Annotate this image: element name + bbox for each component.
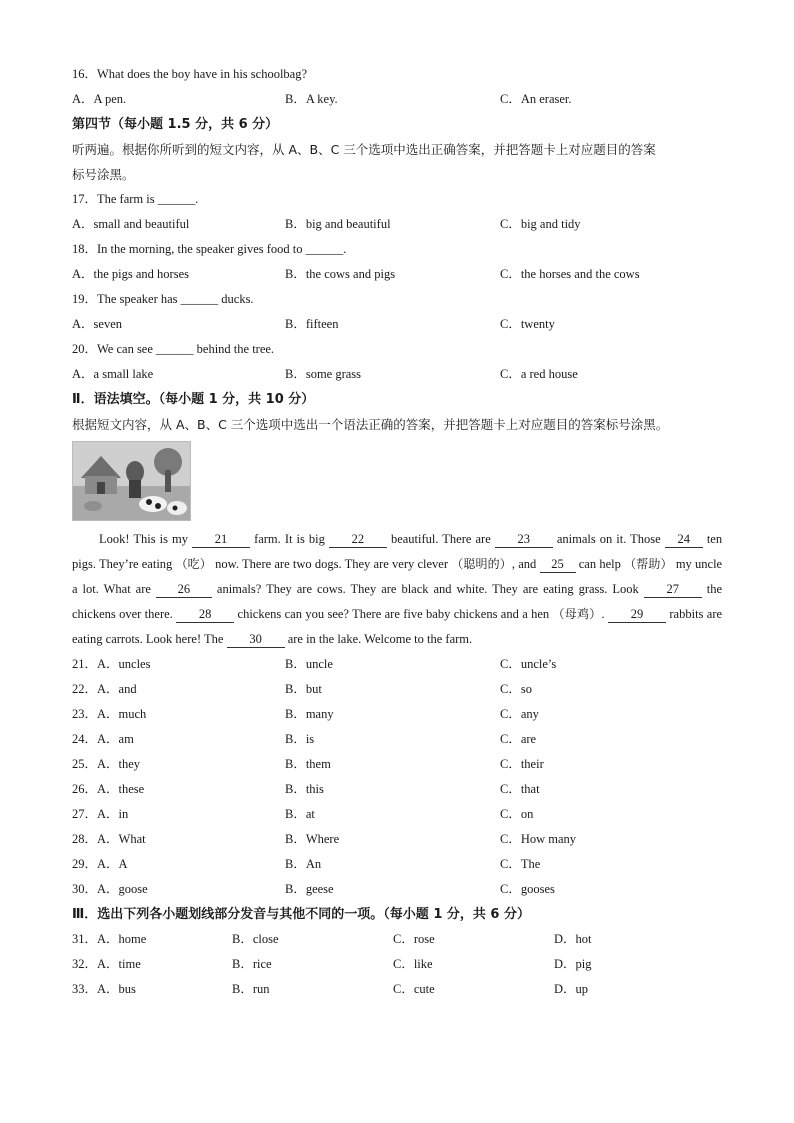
blank-22: 22 xyxy=(329,531,387,548)
question-16-stem: 16．What does the boy have in his schoolbag? xyxy=(72,67,308,81)
question-17-options xyxy=(72,212,722,237)
option-a: 31．A．home xyxy=(72,932,147,946)
question-18-stem: 18．In the morning, the speaker gives food to ______. xyxy=(72,242,347,256)
option-a: 21．A．uncles xyxy=(72,657,151,671)
option-a: A．seven xyxy=(72,317,122,331)
passage-text: , and xyxy=(511,557,537,571)
option-a: A．a small lake xyxy=(72,367,154,381)
option-a: 28．A．What xyxy=(72,832,146,846)
passage-text: the chickens over there. xyxy=(72,582,723,621)
option-b: B．is xyxy=(285,732,315,746)
question-17-stem: 17．The farm is ______. xyxy=(72,192,199,206)
option-d: D．hot xyxy=(554,932,592,946)
option-b: B．A key. xyxy=(285,92,338,106)
passage-text: now. There are two dogs. They are very clever xyxy=(215,557,449,571)
chinese-gloss: （帮助） xyxy=(624,557,673,571)
option-b: B．rice xyxy=(232,957,272,971)
section-4-instruction-line-2: 标号涂黑。 xyxy=(72,167,135,182)
passage-text: ten pigs. They’re eating xyxy=(72,532,723,571)
phonics-option-row xyxy=(72,927,722,952)
grammar-option-row xyxy=(72,877,722,902)
option-b: B．at xyxy=(285,807,315,821)
blank-25: 25 xyxy=(540,556,576,573)
section-2-title: Ⅱ．语法填空。（每小题 1 分，共 10 分） xyxy=(72,392,315,407)
passage-text: animals? They are cows. They are black and white. They are eating grass. Look xyxy=(216,582,639,596)
option-a: A．A pen. xyxy=(72,92,127,106)
option-a: 27．A．in xyxy=(72,807,129,821)
option-b: B．geese xyxy=(285,882,334,896)
option-c: C．any xyxy=(500,707,539,721)
section-4-instruction-line-1: 听两遍。根据你所听到的短文内容，从 A、B、C 三个选项中选出正确答案，并把答题卡上对应题目的答案 xyxy=(72,142,656,157)
chinese-gloss: （聪明的） xyxy=(451,557,512,571)
option-c: C．so xyxy=(500,682,532,696)
blank-27: 27 xyxy=(644,581,702,598)
grammar-option-row xyxy=(72,727,722,752)
option-d: D．up xyxy=(554,982,589,996)
grammar-option-row xyxy=(72,852,722,877)
question-20-options xyxy=(72,362,722,387)
blank-30: 30 xyxy=(227,631,285,648)
option-c: C．on xyxy=(500,807,534,821)
option-b: B．but xyxy=(285,682,322,696)
option-a: 30．A．goose xyxy=(72,882,148,896)
question-16-options xyxy=(72,87,722,112)
passage-text: animals on it. Those xyxy=(556,532,661,546)
phonics-option-row xyxy=(72,977,722,1002)
grammar-option-row xyxy=(72,802,722,827)
option-c: C．The xyxy=(500,857,541,871)
option-c: C．uncle’s xyxy=(500,657,557,671)
passage-text: . xyxy=(601,607,605,621)
passage-text: are in the lake. Welcome to the farm. xyxy=(287,632,473,646)
passage-text: farm. It is big xyxy=(254,532,325,546)
option-d: D．pig xyxy=(554,957,592,971)
chinese-gloss: （母鸡） xyxy=(552,607,602,621)
option-a: 32．A．time xyxy=(72,957,141,971)
grammar-passage xyxy=(72,527,722,652)
option-c: C．An eraser. xyxy=(500,92,572,106)
farm-illustration xyxy=(72,441,191,521)
option-c: C．their xyxy=(500,757,544,771)
grammar-option-row xyxy=(72,777,722,802)
option-a: 26．A．these xyxy=(72,782,145,796)
grammar-option-row xyxy=(72,827,722,852)
option-b: B．them xyxy=(285,757,331,771)
blank-24: 24 xyxy=(665,531,703,548)
phonics-options xyxy=(72,927,722,1002)
passage-text: chickens can you see? There are five baby chickens and a hen xyxy=(237,607,550,621)
blank-26: 26 xyxy=(156,581,212,598)
passage-text: Look! This is my xyxy=(99,532,188,546)
passage-text: beautiful. There are xyxy=(390,532,491,546)
option-b: B．close xyxy=(232,932,279,946)
option-b: B．fifteen xyxy=(285,317,339,331)
passage-text: can help xyxy=(578,557,621,571)
option-b: B．the cows and pigs xyxy=(285,267,396,281)
option-c: C．are xyxy=(500,732,537,746)
grammar-option-row xyxy=(72,752,722,777)
option-a: 33．A．bus xyxy=(72,982,136,996)
option-a: A．the pigs and horses xyxy=(72,267,189,281)
option-b: B．this xyxy=(285,782,324,796)
option-b: B．some grass xyxy=(285,367,362,381)
option-b: B．run xyxy=(232,982,270,996)
passage-text: my uncle a lot. What are xyxy=(72,557,723,596)
option-c: C．cute xyxy=(393,982,435,996)
option-c: C．the horses and the cows xyxy=(500,267,640,281)
option-b: B．An xyxy=(285,857,322,871)
option-c: C．a red house xyxy=(500,367,578,381)
option-a: 29．A．A xyxy=(72,857,128,871)
option-c: C．that xyxy=(500,782,540,796)
option-a: 24．A．am xyxy=(72,732,134,746)
passage-text: rabbits are eating carrots. Look here! The xyxy=(72,607,723,646)
option-a: A．small and beautiful xyxy=(72,217,190,231)
question-20-stem: 20．We can see ______ behind the tree. xyxy=(72,342,275,356)
grammar-option-row xyxy=(72,677,722,702)
blank-21: 21 xyxy=(192,531,250,548)
section-3-title: Ⅲ．选出下列各小题划线部分发音与其他不同的一项。（每小题 1 分，共 6 分） xyxy=(72,907,530,922)
option-b: B．big and beautiful xyxy=(285,217,391,231)
grammar-option-row xyxy=(72,702,722,727)
option-c: C．gooses xyxy=(500,882,555,896)
chinese-gloss: （吃） xyxy=(175,557,212,571)
exam-page xyxy=(72,62,722,1002)
option-c: C．like xyxy=(393,957,433,971)
phonics-option-row xyxy=(72,952,722,977)
blank-29: 29 xyxy=(608,606,666,623)
option-b: B．uncle xyxy=(285,657,333,671)
blank-23: 23 xyxy=(495,531,553,548)
grammar-options xyxy=(72,652,722,902)
blank-28: 28 xyxy=(176,606,234,623)
question-18-options xyxy=(72,262,722,287)
section-4-title: 第四节（每小题 1.5 分，共 6 分） xyxy=(72,117,279,132)
option-a: 22．A．and xyxy=(72,682,137,696)
grammar-option-row xyxy=(72,652,722,677)
section-2-instruction: 根据短文内容，从 A、B、C 三个选项中选出一个语法正确的答案，并把答题卡上对应题目的答案标号涂黑。 xyxy=(72,417,669,432)
option-c: C．How many xyxy=(500,832,577,846)
option-a: 25．A．they xyxy=(72,757,141,771)
question-19-options xyxy=(72,312,722,337)
option-b: B．many xyxy=(285,707,334,721)
option-c: C．big and tidy xyxy=(500,217,581,231)
option-a: 23．A．much xyxy=(72,707,147,721)
option-c: C．twenty xyxy=(500,317,555,331)
option-c: C．rose xyxy=(393,932,435,946)
question-19-stem: 19．The speaker has ______ ducks. xyxy=(72,292,254,306)
option-b: B．Where xyxy=(285,832,340,846)
farm-illustration-icon xyxy=(73,442,190,520)
